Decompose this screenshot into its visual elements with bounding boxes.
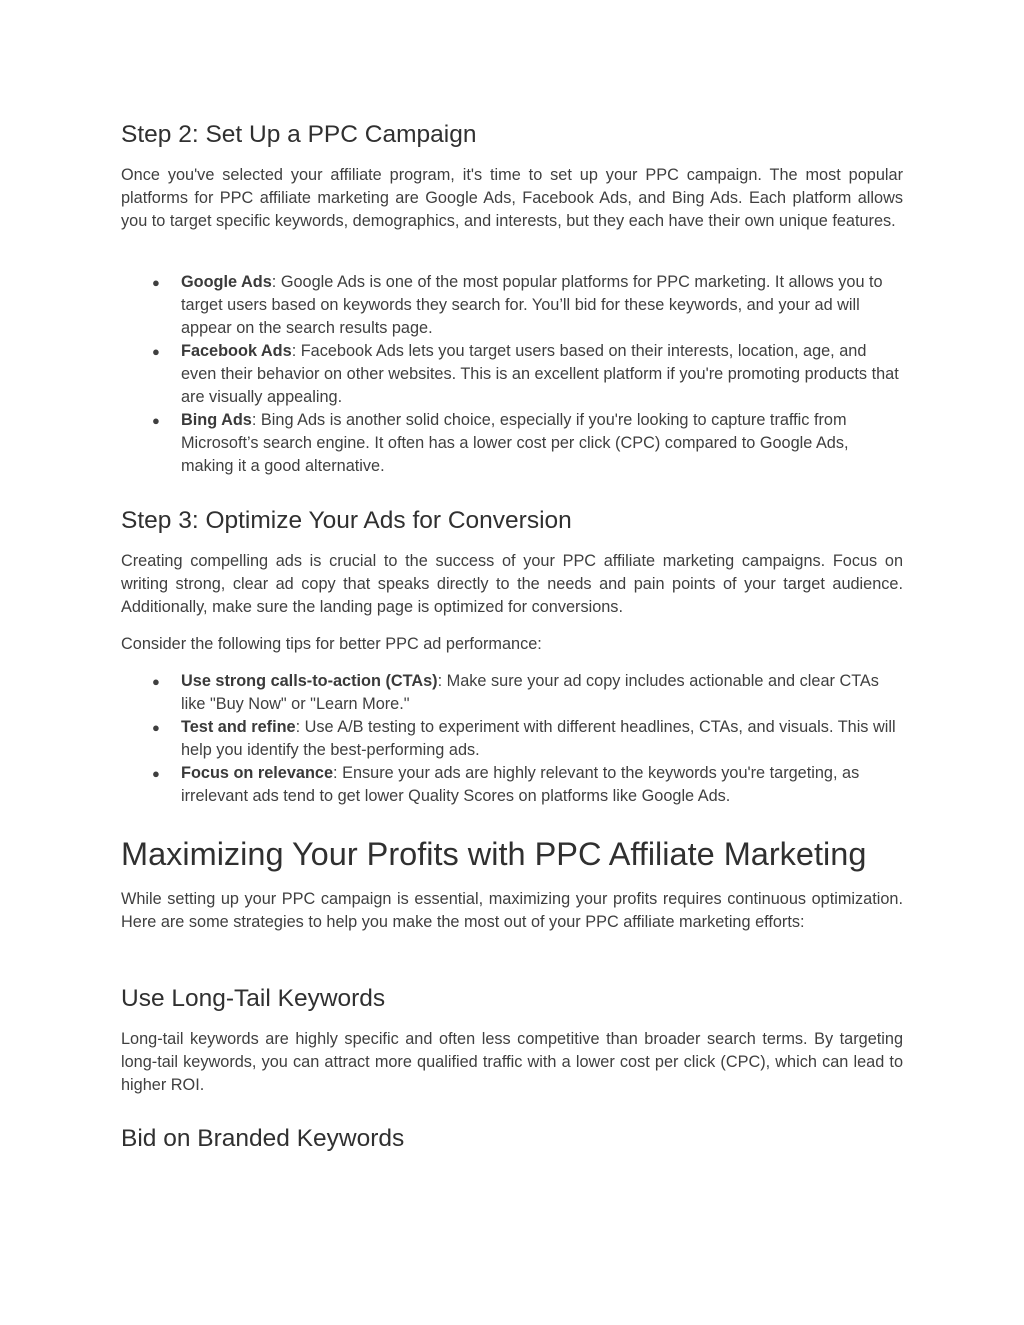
bullet-icon: ● <box>152 674 160 689</box>
bullet-text: : Bing Ads is another solid choice, especially if you're looking to capture traffic from Microsoft’s search engine. It often has a lower cost per click (CPC) compared to Google Ads, making it a good alternative. <box>181 411 849 475</box>
maximizing-paragraph: While setting up your PPC campaign is essential, maximizing your profits requires continuous optimization. Here are some strategies to help you make the most out of your PPC affiliate marketing efforts: <box>121 890 903 931</box>
bullet-term: Facebook Ads <box>181 342 292 360</box>
bullet-term: Focus on relevance <box>181 764 334 782</box>
bullet-icon: ● <box>152 720 160 735</box>
branded-heading: Bid on Branded Keywords <box>121 1125 405 1152</box>
maximizing-heading: Maximizing Your Profits with PPC Affiliate Marketing <box>121 836 867 872</box>
step2-heading: Step 2: Set Up a PPC Campaign <box>121 121 477 148</box>
bullet-term: Test and refine <box>181 718 296 736</box>
list-item <box>121 716 903 762</box>
list-item <box>121 409 903 478</box>
longtail-heading: Use Long-Tail Keywords <box>121 985 386 1012</box>
bullet-term: Bing Ads <box>181 411 252 429</box>
bullet-term: Use strong calls-to-action (CTAs) <box>181 672 438 690</box>
bullet-text: : Make sure your ad copy includes actionable and clear CTAs like "Buy Now" or "Learn More." <box>181 672 879 713</box>
step2-paragraph: Once you've selected your affiliate program, it's time to set up your PPC campaign. The most popular platforms for PPC affiliate marketing are Google Ads, Facebook Ads, and Bing Ads. Each platform allows you to target specific keywords, demographics, and interests, but they each have their own unique features. <box>121 166 903 230</box>
list-item <box>121 670 903 716</box>
step2-bullet-list <box>121 271 903 478</box>
bullet-icon: ● <box>152 344 160 359</box>
bullet-icon: ● <box>152 275 160 290</box>
list-item <box>121 271 903 340</box>
bullet-term: Google Ads <box>181 273 272 291</box>
step3-heading: Step 3: Optimize Your Ads for Conversion <box>121 507 572 534</box>
step3-paragraph: Creating compelling ads is crucial to the success of your PPC affiliate marketing campaigns. Focus on writing strong, clear ad copy that speaks directly to the needs and pain points of your target audience. Additionally, make sure the landing page is optimized for conversions. <box>121 552 903 616</box>
list-item <box>121 340 903 409</box>
bullet-icon: ● <box>152 766 160 781</box>
bullet-icon: ● <box>152 413 160 428</box>
step3-intro: Consider the following tips for better PPC ad performance: <box>121 635 542 653</box>
bullet-text: : Use A/B testing to experiment with different headlines, CTAs, and visuals. This will help you identify the best-performing ads. <box>181 718 896 759</box>
bullet-text: : Facebook Ads lets you target users based on their interests, location, age, and even their behavior on other websites. This is an excellent platform if you're promoting products that are visually appealing. <box>181 342 899 406</box>
bullet-text: : Google Ads is one of the most popular platforms for PPC marketing. It allows you to target users based on keywords they search for. You’ll bid for these keywords, and your ad will appear on the search results page. <box>181 273 883 337</box>
step3-bullet-list <box>121 670 903 808</box>
list-item <box>121 762 903 808</box>
bullet-text: : Ensure your ads are highly relevant to the keywords you're targeting, as irrelevant ads tend to get lower Quality Scores on platforms like Google Ads. <box>181 764 860 805</box>
longtail-paragraph: Long-tail keywords are highly specific and often less competitive than broader search terms. By targeting long-tail keywords, you can attract more qualified traffic with a lower cost per click (CPC), which can lead to higher ROI. <box>121 1030 903 1094</box>
